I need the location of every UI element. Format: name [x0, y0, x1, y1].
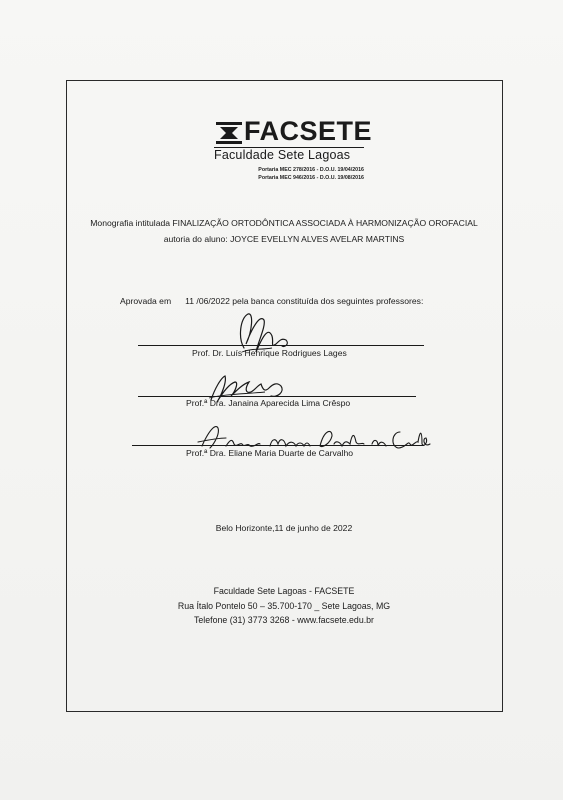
footer-address: Rua Ítalo Pontelo 50 – 35.700-170 _ Sete Lagoas, MG: [177, 601, 391, 611]
portaria-line-2: Portaria MEC 946/2016 - D.O.U. 19/08/2016: [258, 175, 364, 181]
facsete-emblem-icon: [214, 120, 244, 146]
place-and-date: Belo Horizonte,11 de junho de 2022: [215, 523, 353, 533]
examiner-name-2: Prof.ª Dra. Janaina Aparecida Lima Crêspo: [186, 398, 351, 408]
brand-name: FACSETE: [244, 116, 373, 146]
approval-label: Aprovada em: [120, 296, 172, 306]
approval-statement: [120, 296, 500, 306]
signature-line-2: [138, 396, 416, 397]
portaria-line-1: Portaria MEC 278/2016 - D.O.U. 19/04/2016: [258, 167, 364, 173]
examiner-name-1: Prof. Dr. Luís Henrique Rodrigues Lages: [192, 348, 347, 358]
footer-institution: Faculdade Sete Lagoas - FACSETE: [213, 586, 355, 596]
signature-line-1: [138, 345, 424, 346]
monograph-author-line: autoria do aluno: JOYCE EVELLYN ALVES AVELAR MARTINS: [163, 234, 405, 244]
monograph-title-line: Monografia intitulada FINALIZAÇÃO ORTODÔNTICA ASSOCIADA À HARMONIZAÇÃO OROFACIAL: [90, 218, 478, 228]
examiner-name-3: Prof.ª Dra. Eliane Maria Duarte de Carvalho: [186, 448, 354, 458]
signature-line-3: [132, 445, 424, 446]
footer-contact: Telefone (31) 3773 3268 - www.facsete.edu.br: [194, 615, 374, 625]
approval-text: 11 /06/2022 pela banca constituída dos seguintes professores:: [185, 296, 424, 306]
brand-subtitle: Faculdade Sete Lagoas: [214, 148, 351, 162]
